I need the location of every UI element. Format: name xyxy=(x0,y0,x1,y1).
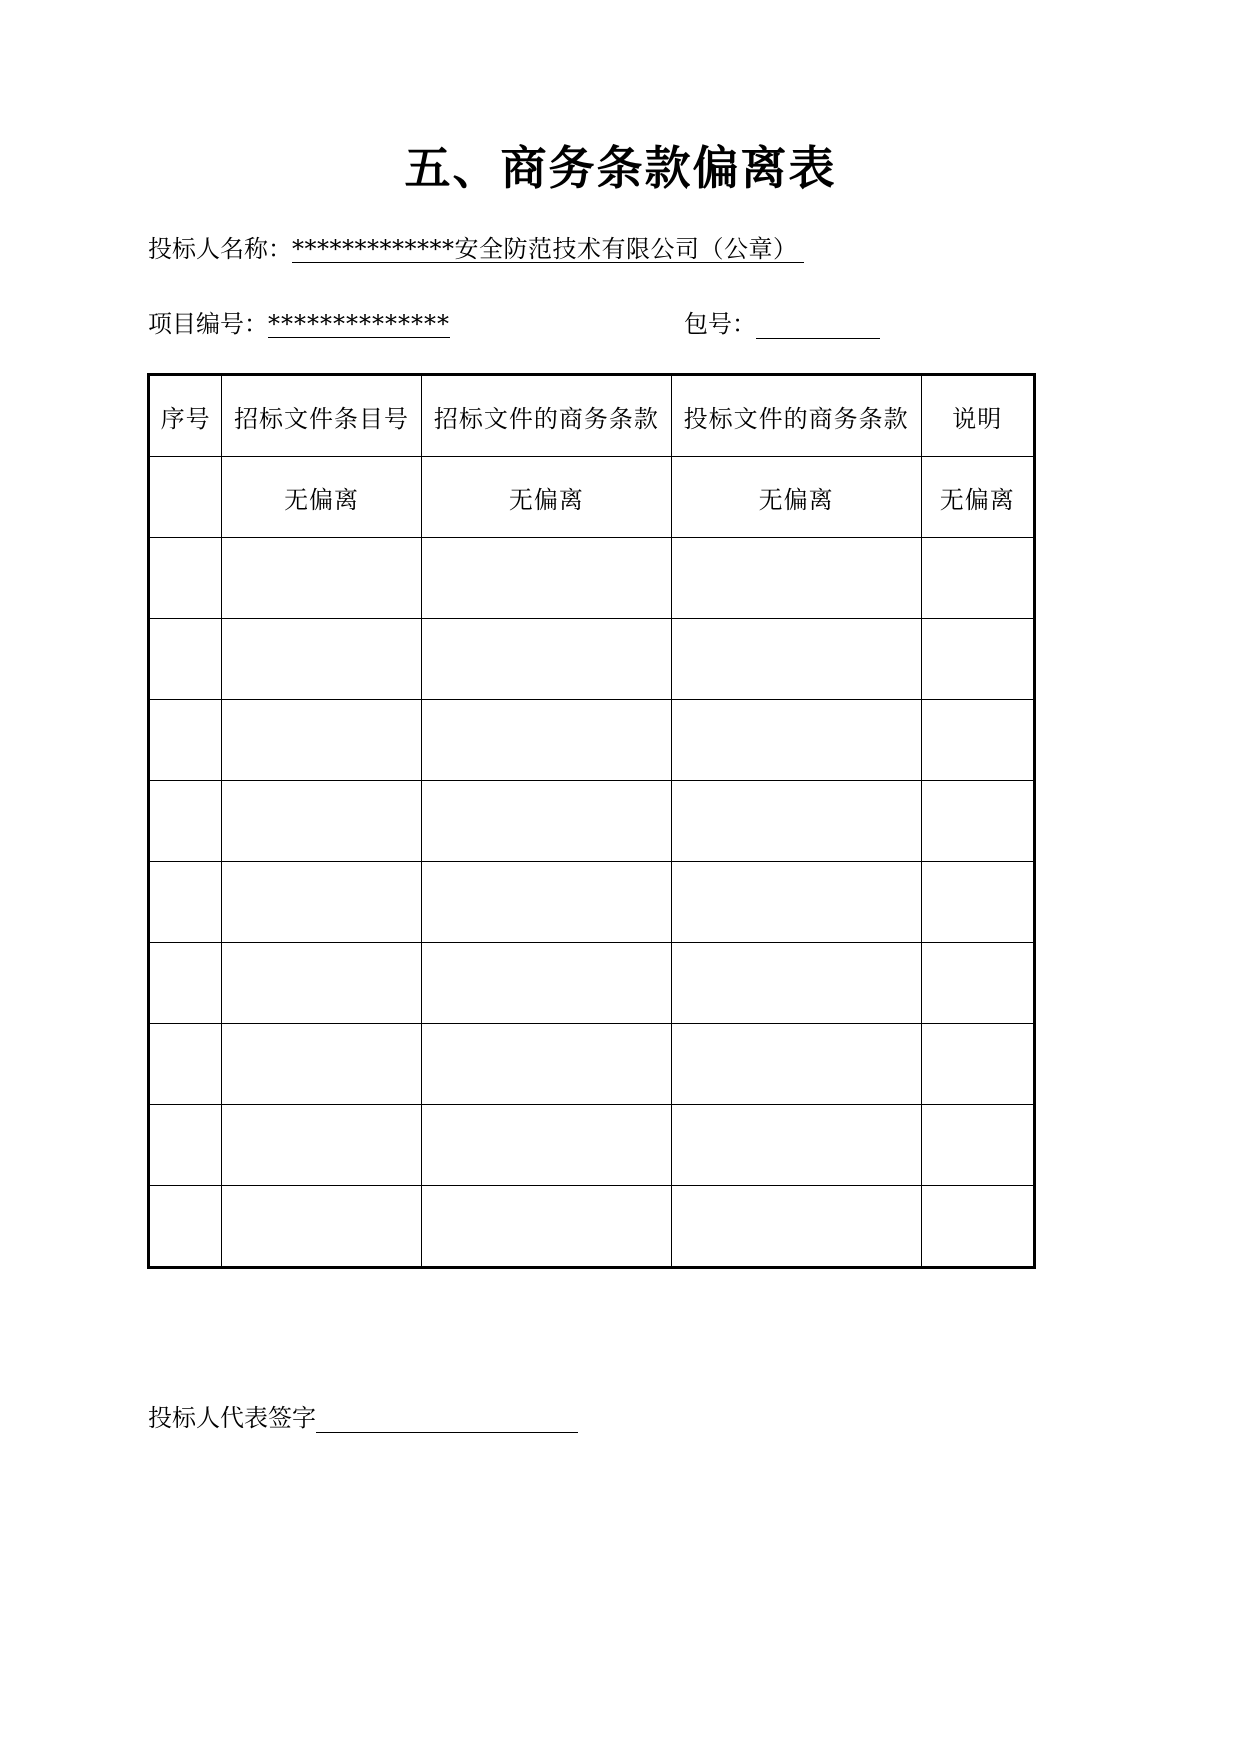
table-cell: 无偏离 xyxy=(222,457,422,538)
table-cell xyxy=(421,1105,671,1186)
table-cell xyxy=(149,619,222,700)
table-cell xyxy=(921,619,1034,700)
package-number-row xyxy=(684,309,880,339)
package-number-blank xyxy=(756,312,880,339)
table-row xyxy=(149,781,1035,862)
table-cell xyxy=(222,1105,422,1186)
signature-blank xyxy=(316,1406,578,1433)
table-header-row xyxy=(149,375,1035,457)
table-cell xyxy=(671,538,921,619)
header-remarks: 说明 xyxy=(921,375,1034,457)
signature-label: 投标人代表签字 xyxy=(148,1404,316,1432)
table-cell xyxy=(149,1024,222,1105)
table-cell xyxy=(671,619,921,700)
table-row xyxy=(149,457,1035,538)
bidder-name-row xyxy=(148,234,804,264)
signature-row xyxy=(148,1403,578,1433)
table-row xyxy=(149,538,1035,619)
table-cell xyxy=(671,781,921,862)
table-cell xyxy=(149,862,222,943)
table-cell xyxy=(222,1186,422,1268)
table-row xyxy=(149,1105,1035,1186)
deviation-table xyxy=(147,373,1036,1269)
table-cell xyxy=(421,781,671,862)
table-cell xyxy=(222,619,422,700)
project-number-label: 项目编号： xyxy=(148,310,268,338)
table-cell xyxy=(671,1024,921,1105)
header-bid-business-terms: 投标文件的商务条款 xyxy=(671,375,921,457)
bidder-name-label: 投标人名称： xyxy=(148,235,292,263)
table-row xyxy=(149,943,1035,1024)
table-cell xyxy=(671,1186,921,1268)
table-cell xyxy=(921,1186,1034,1268)
table-cell xyxy=(421,862,671,943)
table-cell xyxy=(921,943,1034,1024)
table-cell xyxy=(421,700,671,781)
table-cell xyxy=(421,1186,671,1268)
table-cell xyxy=(222,538,422,619)
table-cell xyxy=(421,538,671,619)
table-cell xyxy=(222,943,422,1024)
header-tender-item-no: 招标文件条目号 xyxy=(222,375,422,457)
table-cell xyxy=(671,700,921,781)
table-cell xyxy=(222,700,422,781)
table-cell: 无偏离 xyxy=(921,457,1034,538)
table-cell xyxy=(222,1024,422,1105)
table-cell xyxy=(671,862,921,943)
table-cell: 无偏离 xyxy=(671,457,921,538)
table-cell xyxy=(421,943,671,1024)
project-number-value: ************** xyxy=(268,310,450,338)
table-cell xyxy=(921,538,1034,619)
table-cell xyxy=(671,943,921,1024)
header-serial: 序号 xyxy=(149,375,222,457)
table-row xyxy=(149,700,1035,781)
table-cell xyxy=(149,700,222,781)
table-cell xyxy=(921,700,1034,781)
table-cell xyxy=(421,619,671,700)
table-cell xyxy=(921,862,1034,943)
table-row xyxy=(149,619,1035,700)
table-row xyxy=(149,862,1035,943)
project-number-row xyxy=(148,309,450,339)
table-cell xyxy=(149,1105,222,1186)
table-row xyxy=(149,1024,1035,1105)
page-title: 五、商务条款偏离表 xyxy=(404,141,837,195)
table-cell xyxy=(921,781,1034,862)
package-number-label: 包号： xyxy=(684,310,756,338)
table-cell xyxy=(149,781,222,862)
table-cell xyxy=(921,1105,1034,1186)
table-cell xyxy=(671,1105,921,1186)
table-cell xyxy=(149,1186,222,1268)
table-row xyxy=(149,1186,1035,1268)
table-cell xyxy=(149,457,222,538)
table-cell xyxy=(421,1024,671,1105)
table-cell xyxy=(921,1024,1034,1105)
table-cell xyxy=(222,862,422,943)
header-tender-business-terms: 招标文件的商务条款 xyxy=(421,375,671,457)
table-cell: 无偏离 xyxy=(421,457,671,538)
table-cell xyxy=(149,538,222,619)
bidder-name-value: *************安全防范技术有限公司（公章） xyxy=(292,236,804,263)
table-cell xyxy=(149,943,222,1024)
table-cell xyxy=(222,781,422,862)
